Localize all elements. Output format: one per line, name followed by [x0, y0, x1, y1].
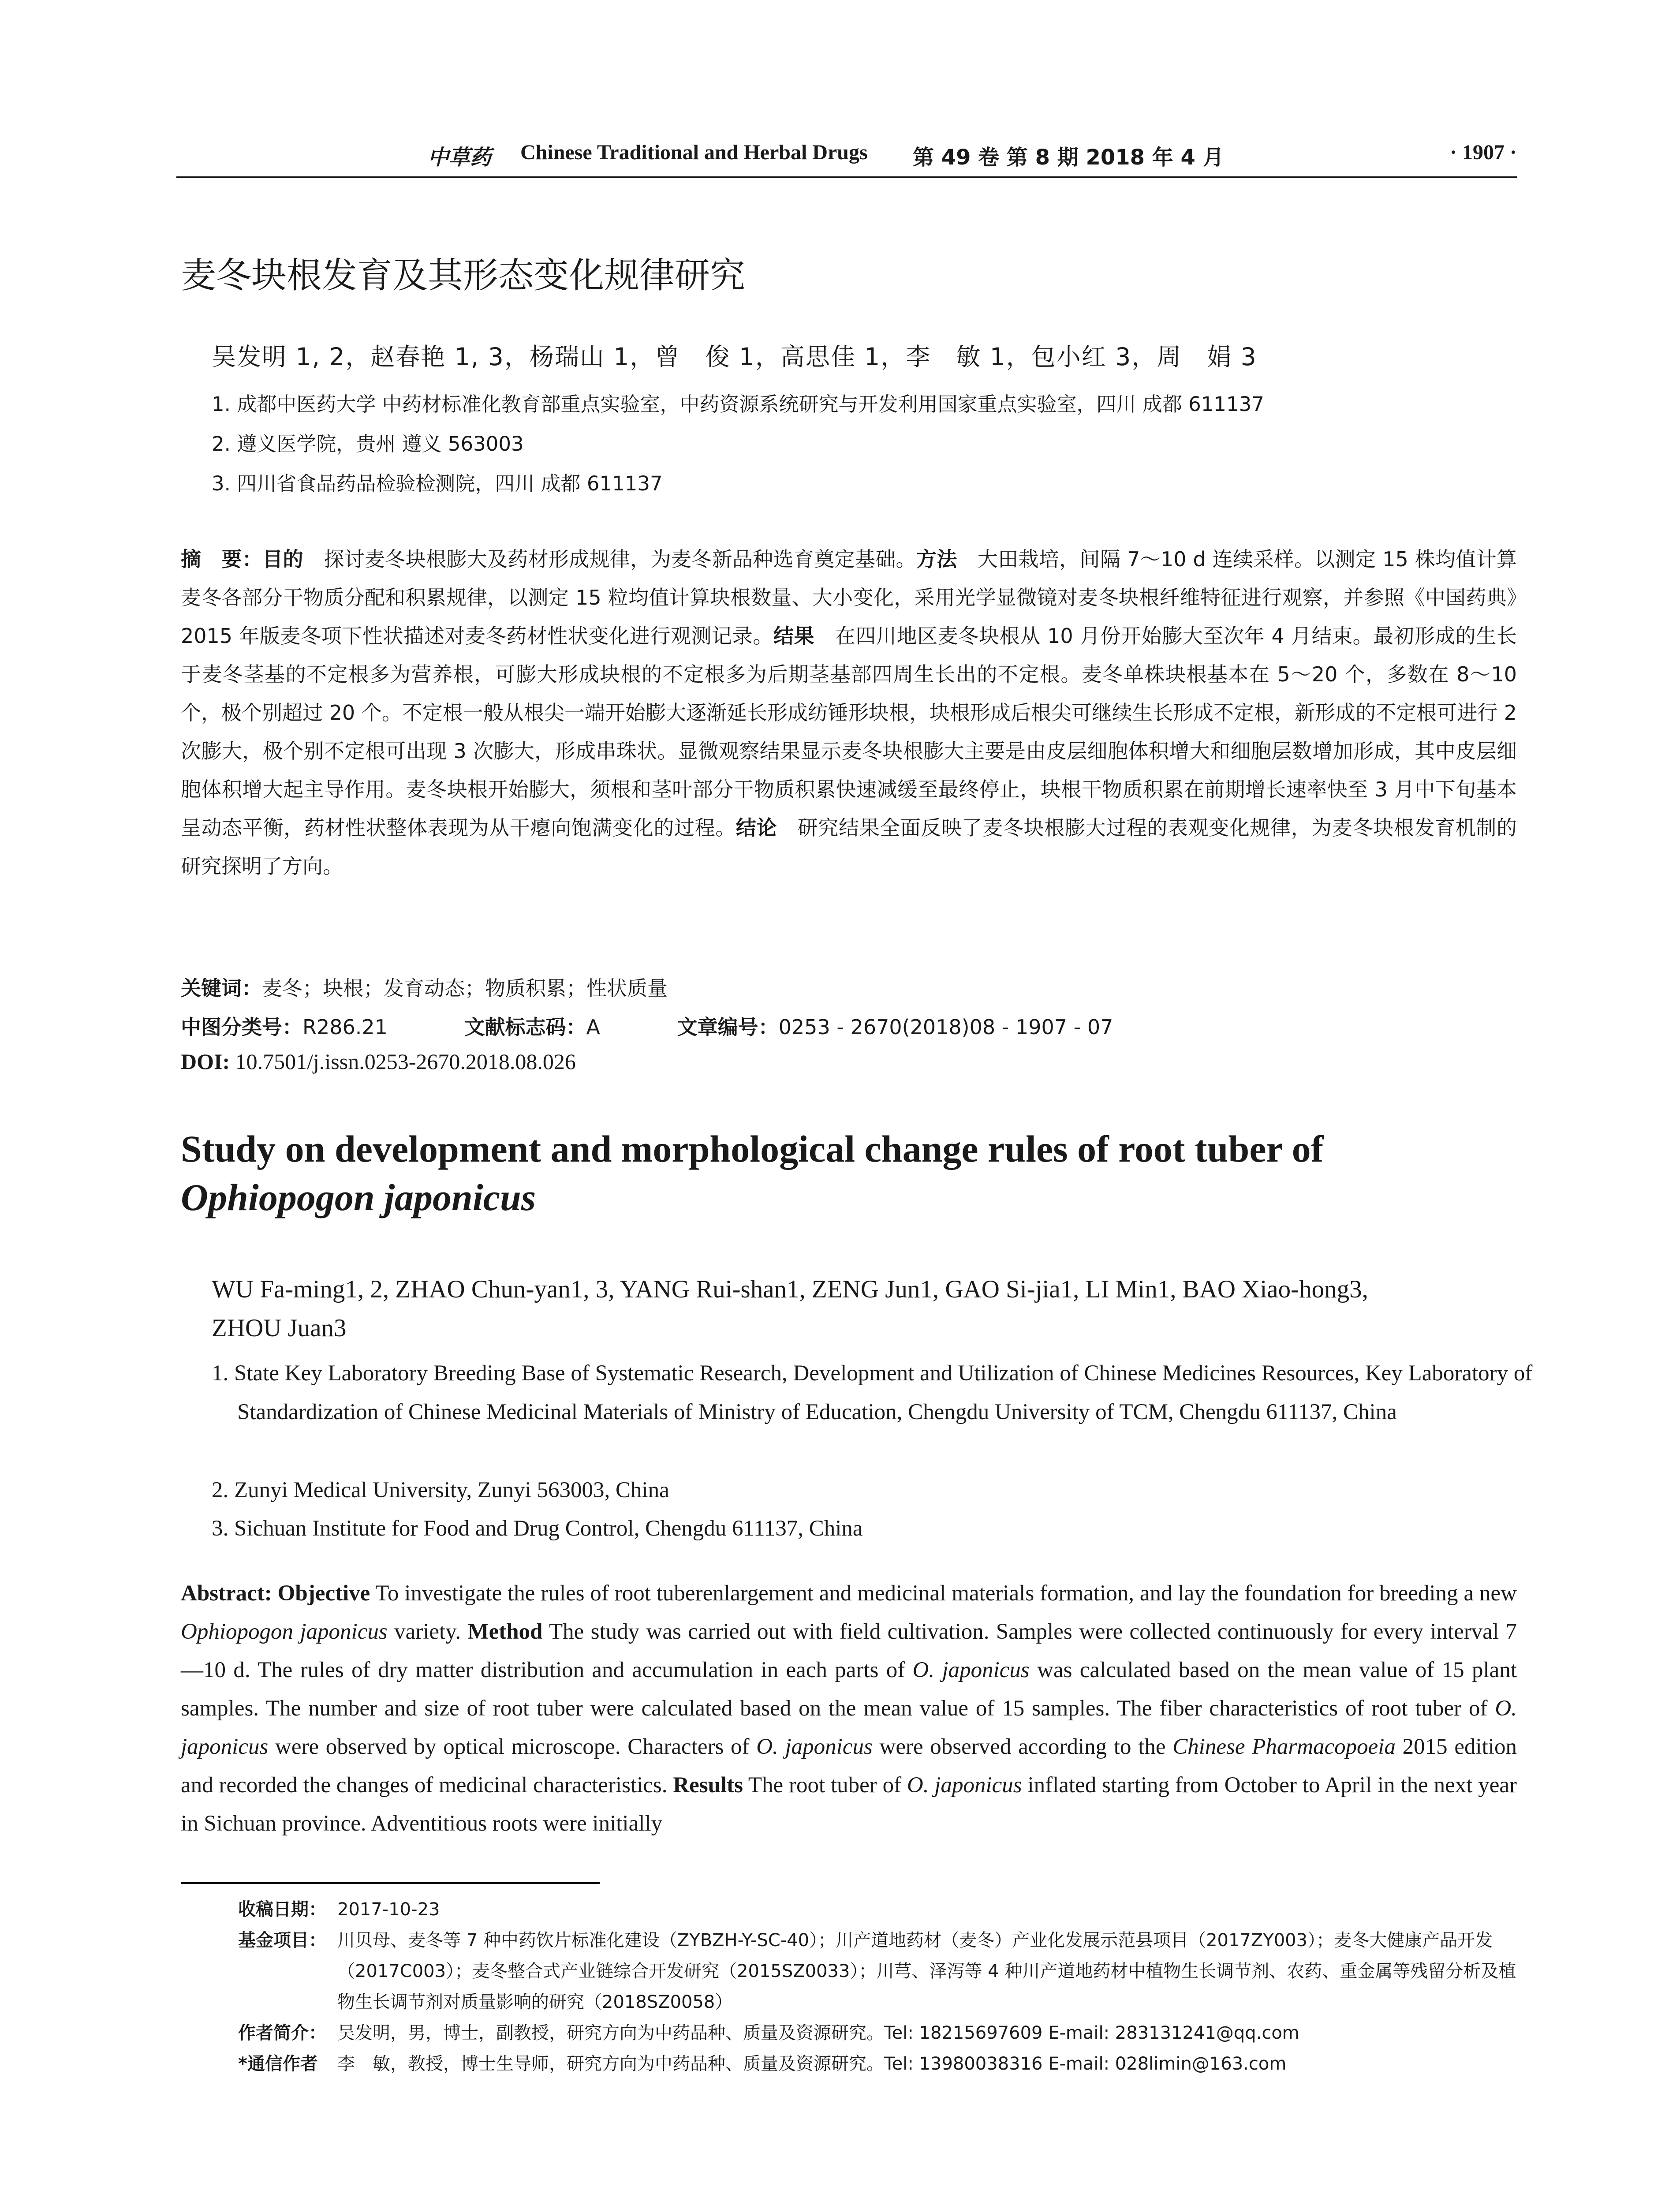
chinese-affiliation: 2. 遵义医学院，贵州 遵义 563003	[212, 432, 524, 456]
footnote-author-bio	[238, 2018, 1517, 2048]
footnote-received	[238, 1894, 1517, 1925]
chinese-abstract	[181, 540, 1517, 886]
clc-field	[181, 1015, 388, 1039]
footnote-label: *通信作者	[238, 2054, 318, 2074]
classification-line	[181, 1011, 1183, 1040]
abstract-text: The root tuber of	[743, 1773, 907, 1798]
doi-value: 10.7501/j.issn.0253-2670.2018.08.026	[230, 1049, 576, 1074]
doc-code-field	[465, 1015, 600, 1039]
chinese-authors: 吴发明 1, 2，赵春艳 1, 3，杨瑞山 1，曾 俊 1，高思佳 1，李 敏 1，包小红 3，周 娟 3	[212, 343, 1257, 371]
species-name: O. japonicus	[756, 1734, 873, 1759]
footnote-text: 吴发明，男，博士，副教授，研究方向为中药品种、质量及资源研究。Tel: 18215697609 E-mail: 283131241@qq.com	[337, 2023, 1299, 2043]
footnote-text: 2017-10-23	[337, 1899, 440, 1920]
clc-value: R286.21	[302, 1015, 388, 1039]
doi-label: DOI:	[181, 1049, 230, 1074]
article-number-label: 文章编号：	[677, 1015, 779, 1039]
doc-code-value: A	[586, 1015, 601, 1039]
english-title-species: Ophiopogon japonicus	[181, 1176, 536, 1218]
english-abstract	[181, 1574, 1517, 1843]
article-number-field	[677, 1015, 1113, 1039]
footnote-label: 基金项目：	[238, 1930, 326, 1951]
species-name: O. japonicus	[912, 1658, 1030, 1682]
abstract-text: were observed by optical microscope. Characters of	[268, 1734, 757, 1759]
english-affiliation: 2. Zunyi Medical University, Zunyi 563003, China	[212, 1478, 669, 1502]
footnotes	[238, 1894, 1517, 2079]
english-affiliation: 3. Sichuan Institute for Food and Drug Control, Chengdu 611137, China	[212, 1516, 863, 1541]
abstract-text: inflated starting from October to April in the next year in Sichuan province. Adventitious roots were initially	[181, 1773, 1517, 1836]
footnote-funding	[238, 1925, 1517, 2018]
footnote-text: 川贝母、麦冬等 7 种中药饮片标准化建设（ZYBZH-Y-SC-40）；川产道地药材（麦冬）产业化发展示范县项目（2017ZY003）；麦冬大健康产品开发（2017C003）；麦冬整合式产业链综合开发研究（2015SZ0033）；川芎、泽泻等 4 种川产道地药材中植物生长调节剂、农药、重金属等残留分析及植物生长调节剂对质量影响的研究（2018SZ0058）	[337, 1930, 1516, 2012]
english-authors	[212, 1270, 1526, 1348]
abstract-text: The study was carried out with field cultivation. Samples were collected continuously for every interval 7—10 d. The rules of dry matter distribution and accumulation in each parts of	[181, 1619, 1517, 1682]
chinese-affiliation: 3. 四川省食品药品检验检测院，四川 成都 611137	[212, 472, 663, 495]
doi-line	[181, 1049, 576, 1074]
species-name: O. japonicus	[181, 1696, 1517, 1759]
abstract-text: was calculated based on the mean value of 15 plant samples. The number and size of root tuber were calculated based on the mean value of 15 samples. The fiber characteristics of root tuber of	[181, 1658, 1517, 1721]
result-text: 在四川地区麦冬块根从 10 月份开始膨大至次年 4 月结束。最初形成的生长于麦冬茎基的不定根多为营养根，可膨大形成块根的不定根多为后期茎基部四周生长出的不定根。麦冬单株块根基本在 5～20 个，多数在 8～10 个，极个别超过 20 个。不定根一般从根尖一端开始膨大逐渐延长形成纺锤形块根，块根形成后根尖可继续生长形成不定根，新形成的不定根可进行 2 次膨大，极个别不定根可出现 3 次膨大，形成串珠状。显微观察结果显示麦冬块根膨大主要是由皮层细胞体积增大和细胞层数增加形成，其中皮层细胞体积增大起主导作用。麦冬块根开始膨大，须根和茎叶部分干物质积累快速减缓至最终停止，块根干物质积累在前期增长速率快至 3 月中下旬基本呈动态平衡，药材性状整体表现为从干瘪向饱满变化的过程。	[181, 624, 1517, 840]
abstract-text: variety.	[387, 1619, 468, 1644]
method-text: 大田栽培，间隔 7～10 d 连续采样。以测定 15 株均值计算麦冬各部分干物质分配和积累规律，以测定 15 粒均值计算块根数量、大小变化，采用光学显微镜对麦冬块根纤维特征进行观察，并参照《中国药典》2015 年版麦冬项下性状描述对麦冬药材性状变化进行观测记录。	[181, 547, 1517, 648]
journal-logo: 中草药	[428, 145, 492, 170]
footnote-divider	[181, 1882, 600, 1884]
objective-text: 探讨麦冬块根膨大及药材形成规律，为麦冬新品种选育奠定基础。	[303, 547, 916, 571]
article-number-value: 0253 - 2670(2018)08 - 1907 - 07	[778, 1015, 1113, 1039]
method-label: 方法	[916, 547, 957, 571]
journal-name: Chinese Traditional and Herbal Drugs	[520, 141, 868, 164]
english-authors-line2: ZHOU Juan3	[212, 1314, 347, 1342]
conclusion-text: 研究结果全面反映了麦冬块根膨大过程的表观变化规律，为麦冬块根发育机制的研究探明了方向。	[181, 816, 1517, 878]
conclusion-label: 结论	[735, 816, 777, 840]
chinese-affiliation: 1. 成都中医药大学 中药材标准化教育部重点实验室，中药资源系统研究与开发利用国家重点实验室，四川 成都 611137	[212, 392, 1264, 416]
abstract-text: 2015 edition and recorded the changes of medicinal characteristics.	[181, 1734, 1517, 1798]
keywords-line	[181, 972, 668, 1002]
issue-info: 第 49 卷 第 8 期 2018 年 4 月	[913, 145, 1224, 170]
abstract-text: were observed according to the	[872, 1734, 1173, 1759]
header-divider	[176, 176, 1517, 178]
abstract-text: To investigate the rules of root tuberenlargement and medicinal materials formation, and lay the foundation for breeding a new	[370, 1581, 1517, 1606]
english-title	[181, 1125, 1521, 1222]
abstract-objective-label: Abstract: Objective	[181, 1581, 370, 1606]
footnote-corresponding	[238, 2048, 1517, 2079]
species-name: O. japonicus	[907, 1773, 1022, 1798]
result-label: 结果	[773, 624, 815, 648]
clc-label: 中图分类号：	[181, 1015, 302, 1039]
results-label: Results	[673, 1773, 743, 1798]
english-title-main: Study on development and morphological change rules of root tuber of	[181, 1128, 1324, 1170]
footnote-text: 李 敏，教授，博士生导师，研究方向为中药品种、质量及资源研究。Tel: 13980038316 E-mail: 028limin@163.com	[337, 2054, 1287, 2074]
keywords: 麦冬；块根；发育动态；物质积累；性状质量	[262, 976, 668, 1000]
doc-code-label: 文献标志码：	[464, 1015, 586, 1039]
species-name: Ophiopogon japonicus	[181, 1619, 388, 1644]
keywords-label: 关键词：	[181, 976, 262, 1000]
method-label: Method	[467, 1619, 543, 1644]
footnote-label: 收稿日期：	[238, 1899, 326, 1920]
chinese-title: 麦冬块根发育及其形态变化规律研究	[181, 255, 745, 296]
running-header	[176, 140, 1517, 171]
pharmacopoeia-name: Chinese Pharmacopoeia	[1172, 1734, 1396, 1759]
english-affiliation: 1. State Key Laboratory Breeding Base of Systematic Research, Development and Utilization of Chinese Medicines Resources, Key Laboratory of Standardization of Chinese Medicinal Materials of Ministry of Education, Chengdu University of TCM, Chengdu 611137, China	[212, 1361, 1533, 1424]
objective-label: 目的	[262, 547, 303, 571]
english-authors-line1: WU Fa-ming1, 2, ZHAO Chun-yan1, 3, YANG Rui-shan1, ZENG Jun1, GAO Si-jia1, LI Min1, BAO Xiao-hong3,	[212, 1275, 1368, 1303]
footnote-label: 作者简介：	[238, 2023, 326, 2043]
abstract-label: 摘 要：	[181, 547, 263, 571]
page-number: · 1907 ·	[1449, 141, 1517, 164]
